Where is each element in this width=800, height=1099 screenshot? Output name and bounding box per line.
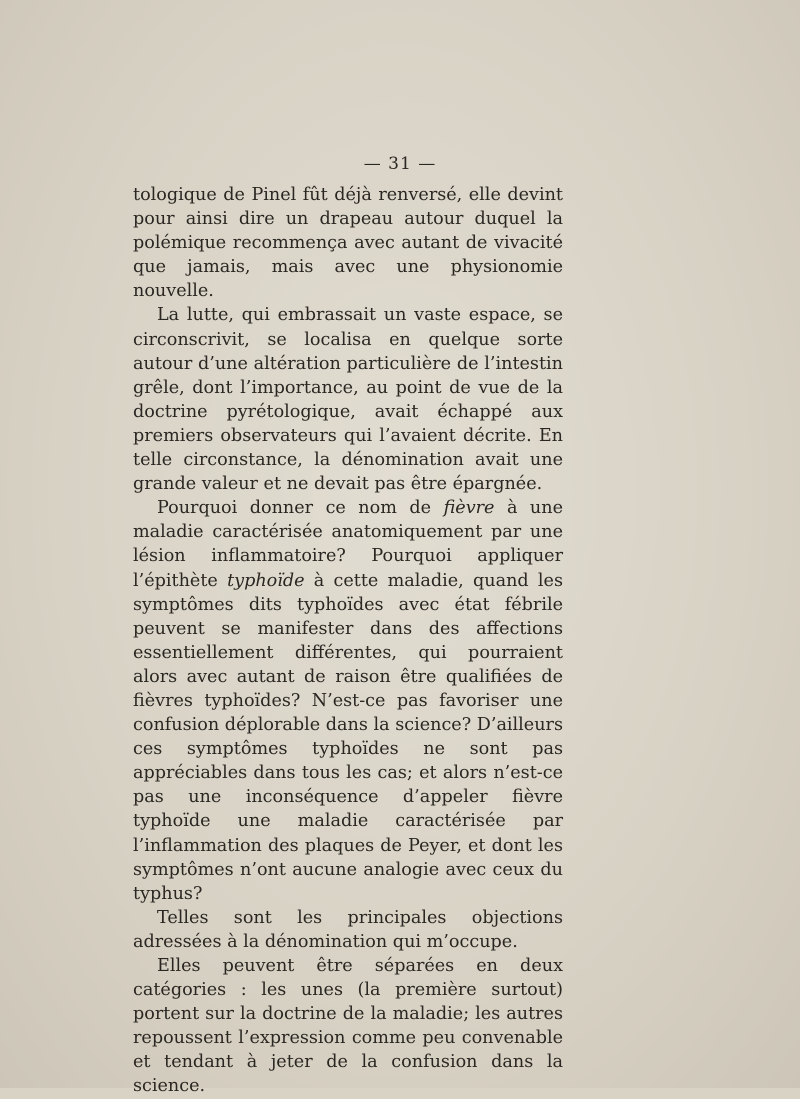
- paragraph-2: La lutte, qui embrassait un vaste espace, se circonscrivit, se localisa en quelque sorte autour d’une altération particulière de l’intestin grêle, dont l’importance, au point de vue de la doctrine pyrétologique, avait échappé aux premiers observateurs qui l’avaient décrite. En telle circonstance, la dénomination avait une grande valeur et ne devait pas être épargnée.: [133, 305, 563, 495]
- page-number: — 31 —: [363, 154, 437, 174]
- paragraph-3-part-3: à cette maladie, quand les symptômes dits typhoïdes avec état fébrile peuvent se manifester dans des affections essentiellement différentes, qui pourraient alors avec autant de raison être qualifiées de fièvres typhoïdes? N’est-ce pas favoriser une confusion déplorable dans la science? D’ailleurs ces symptômes typhoïdes ne sont pas appréciables dans tous les cas; et alors n’est-ce pas une inconséquence d’appeler fièvre typhoïde une maladie caractérisée par l’inflammation des plaques de Peyer, et dont les symptômes n’ont aucune analogie avec ceux du typhus?: [133, 570, 563, 904]
- paragraph-3-part-2: à une maladie caractérisée anatomiquement par une lésion inflammatoire? Pourquoi appliquer l’épithète: [133, 498, 564, 591]
- paragraph-3-part-1: Pourquoi donner ce nom de: [157, 498, 444, 519]
- body-text: [133, 183, 563, 1099]
- paragraph-3: [133, 496, 563, 906]
- italic-fievre: fièvre: [443, 498, 495, 519]
- paragraph-4: Telles sont les principales objections adressées à la dénomination qui m’occupe.: [133, 907, 563, 952]
- paragraph-1: tologique de Pinel fût déjà renversé, elle devint pour ainsi dire un drapeau autour duquel la polémique recommença avec autant de vivacité que jamais, mais avec une physionomie nouvelle.: [133, 185, 563, 302]
- italic-typhoide: typhoïde: [227, 570, 305, 591]
- paragraph-5: Elles peuvent être séparées en deux catégories : les unes (la première surtout) portent sur la doctrine de la maladie; les autres repoussent l’expression comme peu convenable et tendant à jeter de la confusion dans la science.: [133, 956, 563, 1097]
